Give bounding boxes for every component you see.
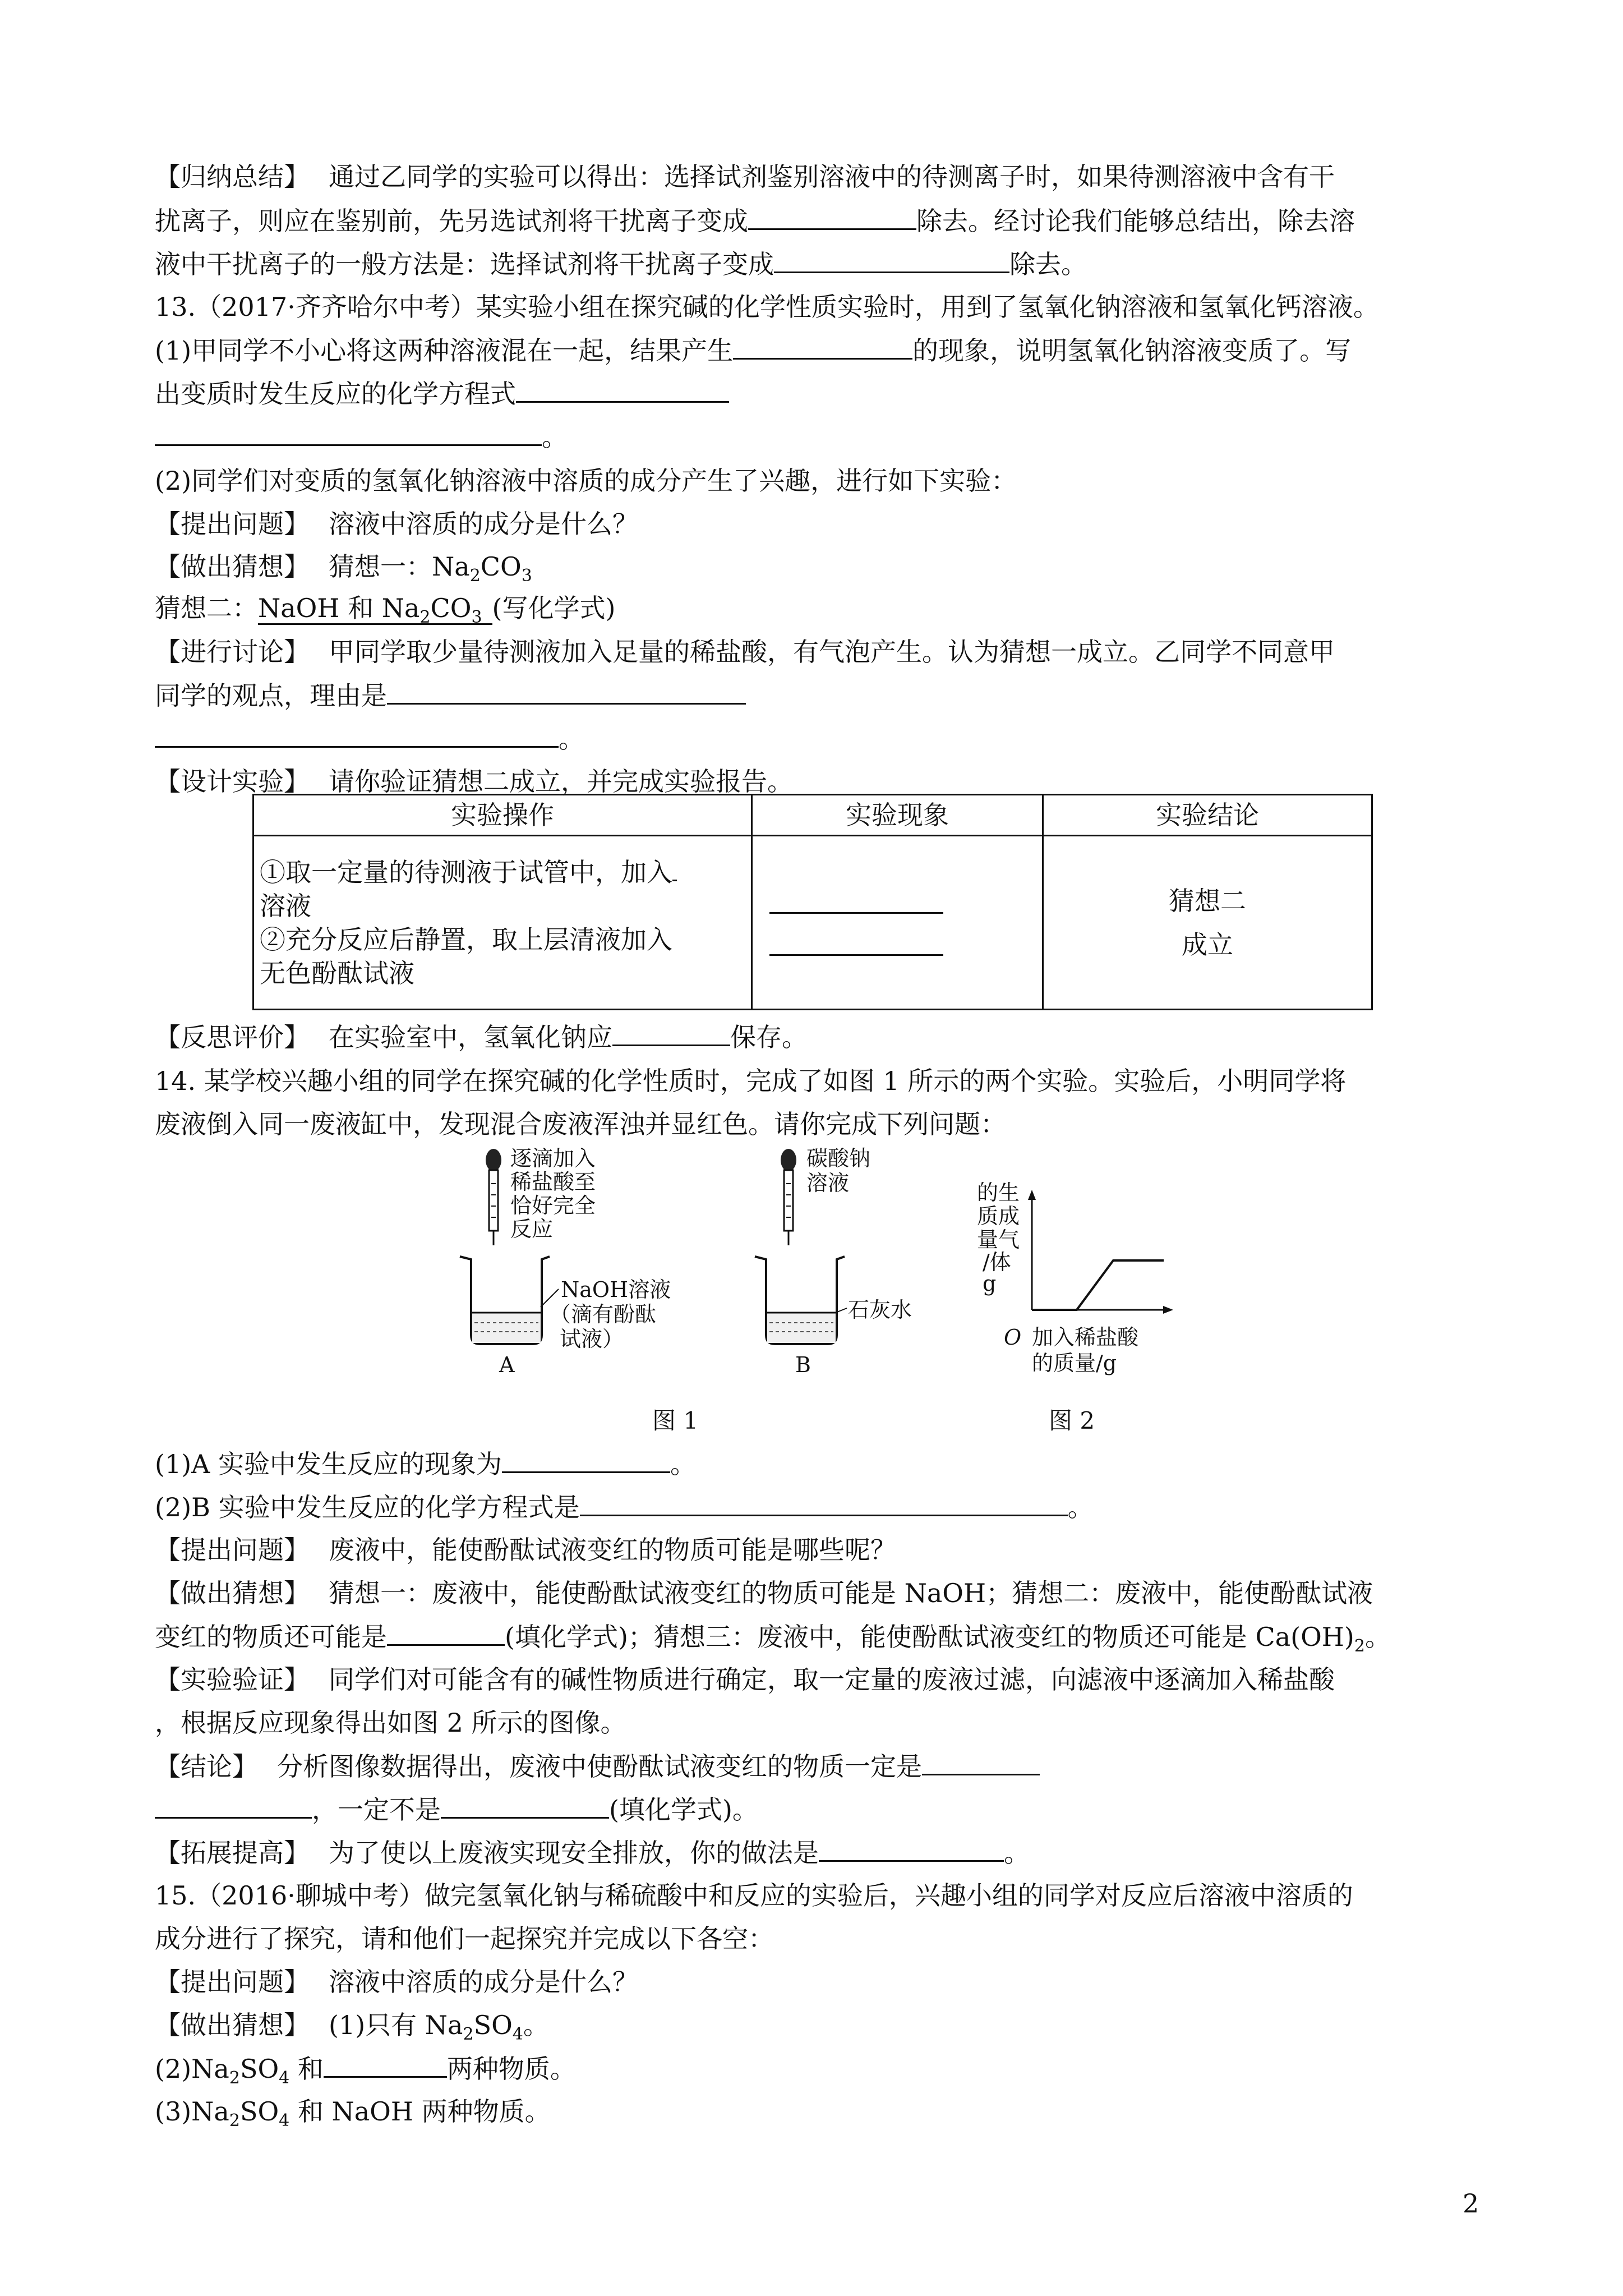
axis-label: 的生 xyxy=(977,1180,1020,1205)
text: ，一定不是 xyxy=(312,1795,441,1825)
text: 的现象，说明氢氧化钠溶液变质了。写 xyxy=(912,335,1352,366)
subscript: 4 xyxy=(512,2024,523,2045)
text xyxy=(260,855,750,889)
text: 出变质时发生反应的化学方程式 xyxy=(155,379,516,409)
text: 废液中，能使酚酞试液变红的物质可能是哪些呢？ xyxy=(329,1535,896,1565)
axis-label: 质成 xyxy=(977,1204,1020,1228)
section-tag: 【提出问题】 xyxy=(155,509,310,539)
text: 通过乙同学的实验可以得出：选择试剂鉴别溶液中的待测离子时，如果待测溶液中含有干 xyxy=(329,162,1335,192)
answer-blank[interactable] xyxy=(516,376,729,403)
text: SO xyxy=(473,2010,513,2040)
summary-line-2 xyxy=(155,204,1355,238)
q14-guess-1 xyxy=(155,1576,1373,1610)
answer-blank[interactable] xyxy=(769,930,943,956)
section-tag: 【拓展提高】 xyxy=(155,1838,310,1868)
figure-label: 稀盐酸至 xyxy=(510,1170,596,1194)
section-tag: 【归纳总结】 xyxy=(155,162,310,192)
operation-cell xyxy=(253,836,752,1010)
text: 成立 xyxy=(1182,929,1233,960)
section-tag: 【进行讨论】 xyxy=(155,637,310,667)
text: (1)甲同学不小心将这两种溶液混在一起，结果产生 xyxy=(155,335,734,366)
subscript: 2 xyxy=(229,2068,240,2088)
answer-blank[interactable] xyxy=(672,855,677,881)
text: 。 xyxy=(1067,1492,1094,1522)
section-tag: 【提出问题】 xyxy=(155,1967,310,1997)
answer-blank[interactable] xyxy=(502,1447,670,1473)
text: 猜想二： xyxy=(155,593,258,623)
gas-curve xyxy=(1032,1260,1164,1310)
q13-reflection xyxy=(155,1020,808,1054)
q14-verify-2: ，根据反应现象得出如图 2 所示的图像。 xyxy=(155,1708,626,1738)
text: 请你验证猜想二成立，并完成实验报告。 xyxy=(329,766,793,797)
text: (填化学式)。 xyxy=(609,1795,758,1825)
q15-heading-2: 成分进行了探究，请和他们一起探究并完成以下各空： xyxy=(155,1924,774,1954)
section-tag: 【做出猜想】 xyxy=(155,1578,310,1608)
answer-blank[interactable] xyxy=(922,1749,1040,1775)
text: 。 xyxy=(670,1449,697,1479)
answer-blank[interactable] xyxy=(733,333,912,360)
q14-sub1 xyxy=(155,1447,696,1481)
text: 扰离子，则应在鉴别前，先另选试剂将干扰离子变成 xyxy=(155,206,748,236)
q14-verify-1 xyxy=(155,1663,1335,1696)
table-header: 实验结论 xyxy=(1043,795,1372,836)
text: 。 xyxy=(523,2010,549,2040)
subscript: 2 xyxy=(469,566,481,586)
text: 猜想一：Na xyxy=(329,551,470,582)
text: 同学的观点，理由是 xyxy=(155,680,387,711)
text: 甲同学取少量待测液加入足量的稀盐酸，有气泡产生。认为猜想一成立。乙同学不同意甲 xyxy=(329,637,1335,667)
summary-line-3 xyxy=(155,247,1087,281)
figure-label: 恰好完全 xyxy=(510,1193,596,1218)
q13-question xyxy=(155,507,638,541)
section-tag: 【反思评价】 xyxy=(155,1022,310,1052)
experiment-report-table xyxy=(252,794,1373,1010)
q13-sub1-line3 xyxy=(155,420,568,454)
beaker-b-drawing xyxy=(751,1144,976,1402)
table-header: 实验现象 xyxy=(752,795,1043,836)
text: 溶液中溶质的成分是什么？ xyxy=(329,509,638,539)
q13-sub1-line1 xyxy=(155,333,1351,367)
section-tag: 【实验验证】 xyxy=(155,1664,310,1695)
text: 。 xyxy=(542,422,568,452)
subscript: 2 xyxy=(229,2111,240,2131)
section-tag: 【提出问题】 xyxy=(155,1535,310,1565)
figure-1-caption: 图 1 xyxy=(652,1407,699,1434)
figure-label: 试液） xyxy=(560,1327,624,1351)
text: ②充分反应后静置，取上层清液加入 xyxy=(260,924,672,955)
text: (2)B 实验中发生反应的化学方程式是 xyxy=(155,1492,580,1522)
text: ①取一定量的待测液于试管中，加入 xyxy=(260,857,672,887)
axis-label: 加入稀盐酸 xyxy=(1032,1325,1139,1350)
text: 为了使以上废液实现安全排放，你的做法是 xyxy=(329,1838,819,1868)
answer-blank[interactable] xyxy=(769,887,943,914)
q14-conclusion-1 xyxy=(155,1749,1040,1783)
text: 和 NaOH 两种物质。 xyxy=(289,2096,551,2127)
text: 液中干扰离子的一般方法是：选择试剂将干扰离子变成 xyxy=(155,249,774,279)
q13-discussion-1 xyxy=(155,635,1335,669)
figure-label: 石灰水 xyxy=(848,1297,912,1322)
axis-label: /体 xyxy=(983,1250,1011,1274)
origin-label: O xyxy=(1004,1325,1022,1350)
text: CO xyxy=(480,551,522,582)
q13-guess-2 xyxy=(155,591,616,628)
figure-label: A xyxy=(499,1352,515,1377)
answer-blank[interactable] xyxy=(387,1619,505,1646)
figure-label: 溶液 xyxy=(806,1171,850,1195)
answer-blank[interactable] xyxy=(324,2051,447,2078)
q13-guess-1 xyxy=(155,550,532,586)
axis-label: 的质量/g xyxy=(1032,1351,1117,1375)
text: (1)只有 Na xyxy=(329,2010,463,2040)
answer-blank[interactable] xyxy=(441,1792,609,1819)
figure-label: NaOH溶液 xyxy=(561,1277,671,1302)
dropper-tube xyxy=(784,1170,793,1231)
q15-heading-1: 15.（2016·聊城中考）做完氢氧化钠与稀硫酸中和反应的实验后，兴趣小组的同学对反应后溶液中溶质的 xyxy=(155,1880,1353,1911)
text: 变红的物质还可能是 xyxy=(155,1622,387,1652)
text: SO xyxy=(239,2096,279,2127)
figure-2-caption: 图 2 xyxy=(1049,1407,1095,1434)
subscript: 4 xyxy=(279,2068,290,2088)
text: 溶液 xyxy=(260,891,311,921)
answer-blank[interactable] xyxy=(819,1835,1004,1862)
text: NaOH 和 Na xyxy=(258,593,420,623)
answer-blank[interactable] xyxy=(155,1792,312,1819)
subscript: 3 xyxy=(521,566,532,586)
text: 猜想二 xyxy=(1169,885,1246,916)
subscript: 2 xyxy=(1354,1636,1365,1657)
q13-sub1-line2 xyxy=(155,376,729,411)
phenomenon-cell xyxy=(752,836,1043,1010)
section-tag: 【结论】 xyxy=(155,1751,258,1782)
answer-blank[interactable] xyxy=(748,204,916,230)
text: (3)Na xyxy=(155,2096,229,2127)
text: 溶液中溶质的成分是什么？ xyxy=(329,1967,638,1997)
text: 同学们对可能含有的碱性物质进行确定，取一定量的废液过滤，向滤液中逐滴加入稀盐酸 xyxy=(329,1664,1335,1695)
text: 和 xyxy=(289,2054,324,2084)
answer-blank[interactable] xyxy=(774,247,1009,273)
text: (填化学式)；猜想三：废液中，能使酚酞试液变红的物质还可能是 Ca(OH) xyxy=(505,1622,1354,1652)
q15-guess-1 xyxy=(155,2008,549,2045)
q14-heading-1: 14. 某学校兴趣小组的同学在探究碱的化学性质时，完成了如图 1 所示的两个实验。实验后，小明同学将 xyxy=(155,1066,1347,1096)
summary-line-1 xyxy=(155,160,1335,194)
subscript: 4 xyxy=(279,2111,290,2131)
text: 除去。经讨论我们能够总结出，除去溶 xyxy=(916,206,1355,236)
subscript: 3 xyxy=(471,608,482,628)
table-header: 实验操作 xyxy=(253,795,752,836)
section-tag: 【做出猜想】 xyxy=(155,551,310,582)
axis-label: 量气 xyxy=(977,1227,1020,1252)
q13-sub2: (2)同学们对变质的氢氧化钠溶液中溶质的成分产生了兴趣，进行如下实验： xyxy=(155,466,1017,496)
answer-blank[interactable] xyxy=(612,1020,730,1046)
q15-question xyxy=(155,1965,638,1999)
q13-design xyxy=(155,765,793,798)
conclusion-cell xyxy=(1043,836,1372,1010)
answer-blank[interactable] xyxy=(155,420,542,446)
q14-sub2 xyxy=(155,1490,1094,1524)
answer-blank[interactable] xyxy=(387,678,746,705)
text: 两种物质。 xyxy=(446,2054,576,2084)
text: 。 xyxy=(1364,1622,1391,1652)
answer-blank[interactable] xyxy=(580,1490,1068,1516)
dropper-tube xyxy=(489,1170,498,1231)
section-tag: 【设计实验】 xyxy=(155,766,310,797)
q14-guess-2 xyxy=(155,1619,1391,1657)
figure-label: 逐滴加入 xyxy=(510,1146,596,1171)
dropper-bulb xyxy=(781,1149,796,1171)
q13-heading: 13.（2017·齐齐哈尔中考）某实验小组在探究碱的化学性质实验时，用到了氢氧化钠溶液和氢氧化钙溶液。 xyxy=(155,292,1379,322)
axis-label: g xyxy=(983,1271,997,1296)
text: (写化学式) xyxy=(492,593,616,623)
figure-label: B xyxy=(795,1352,811,1377)
q15-guess-2 xyxy=(155,2051,576,2086)
figure-label: 碳酸钠 xyxy=(806,1146,871,1171)
text: 无色酚酞试液 xyxy=(260,958,414,988)
subscript: 2 xyxy=(419,608,431,628)
q15-guess-3 xyxy=(155,2095,551,2131)
text: 保存。 xyxy=(730,1022,808,1052)
figure-1-beaker-a xyxy=(437,1144,729,1402)
figure-1-beaker-b xyxy=(751,1144,976,1402)
text: 猜想一：废液中，能使酚酞试液变红的物质可能是 NaOH；猜想二：废液中，能使酚酞试液 xyxy=(329,1578,1373,1608)
subscript: 2 xyxy=(463,2024,474,2045)
text: (2)Na xyxy=(155,2054,229,2084)
figure-2-graph xyxy=(970,1170,1195,1394)
filled-answer xyxy=(258,593,492,628)
text: 除去。 xyxy=(1009,249,1087,279)
text: 。 xyxy=(559,724,584,754)
text: CO xyxy=(430,593,472,623)
answer-blank[interactable] xyxy=(155,721,559,748)
q14-conclusion-2 xyxy=(155,1792,758,1826)
page-number: 2 xyxy=(1463,2188,1479,2219)
text: 。 xyxy=(1004,1838,1030,1868)
text: 在实验室中，氢氧化钠应 xyxy=(329,1022,612,1052)
q14-question xyxy=(155,1533,896,1567)
figure-label: 反应 xyxy=(510,1217,554,1241)
text: SO xyxy=(239,2054,279,2084)
text: (1)A 实验中发生反应的现象为 xyxy=(155,1449,502,1479)
q13-discussion-2 xyxy=(155,678,746,712)
q13-discussion-3 xyxy=(155,721,584,756)
q14-heading-2: 废液倒入同一废液缸中，发现混合废液浑浊并显红色。请你完成下列问题： xyxy=(155,1109,1006,1139)
dropper-bulb xyxy=(486,1149,501,1171)
q14-extension xyxy=(155,1835,1030,1870)
figure-label: （滴有酚酞 xyxy=(550,1302,657,1327)
section-tag: 【做出猜想】 xyxy=(155,2010,310,2040)
text: 分析图像数据得出，废液中使酚酞试液变红的物质一定是 xyxy=(277,1751,922,1782)
